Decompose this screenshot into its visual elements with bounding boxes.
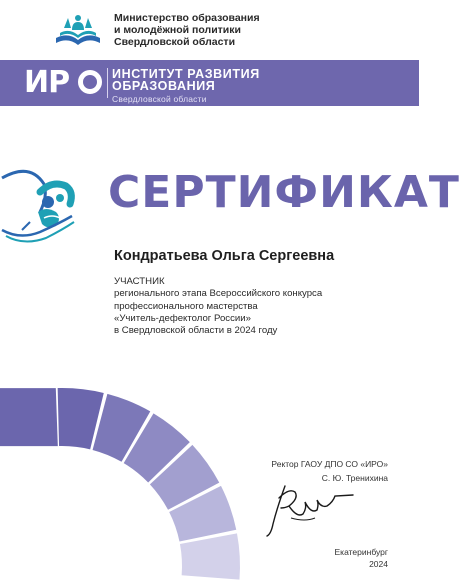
iro-title-line-1: ИНСТИТУТ РАЗВИТИЯ (112, 67, 260, 81)
ministry-header (50, 10, 260, 50)
signer-position: Ректор ГАОУ ДПО СО «ИРО» (271, 459, 388, 469)
ministry-line-1: Министерство образования (114, 12, 260, 24)
place-city: Екатеринбург (334, 547, 388, 557)
donut-left-band (0, 388, 58, 446)
iro-title (112, 68, 260, 105)
award-line-2: регионального этапа Всероссийского конкурса (114, 288, 323, 300)
place-and-year (318, 546, 388, 570)
decorative-donut-icon (0, 370, 250, 583)
iro-divider (107, 68, 108, 98)
ministry-line-3: Свердловской области (114, 36, 236, 48)
certificate-title: СЕРТИФИКАТ (108, 167, 460, 218)
award-line-5: в Свердловской области в 2024 году (114, 325, 278, 337)
signer-name: С. Ю. Тренихина (321, 473, 388, 483)
iro-logo-text: ИР (24, 65, 70, 100)
ministry-name (114, 12, 260, 48)
ministry-line-2: и молодёжной политики (114, 24, 241, 36)
award-line-3: профессионального мастерства (114, 300, 258, 312)
caring-hands-emblem-icon (0, 160, 100, 250)
iro-subtitle: Свердловской области (112, 94, 207, 104)
award-line-4: «Учитель-дефектолог России» (114, 312, 251, 324)
recipient-name: Кондратьева Ольга Сергеевна (114, 248, 335, 264)
donut-segment (180, 533, 240, 579)
place-year: 2024 (369, 559, 388, 569)
award-role: УЧАСТНИК (114, 276, 165, 287)
iro-logo-ring-icon (78, 70, 102, 94)
handwritten-signature-icon (255, 478, 365, 540)
iro-title-line-2: ОБРАЗОВАНИЯ (112, 79, 216, 93)
ministry-book-logo-icon (50, 10, 106, 50)
award-description (114, 276, 322, 337)
